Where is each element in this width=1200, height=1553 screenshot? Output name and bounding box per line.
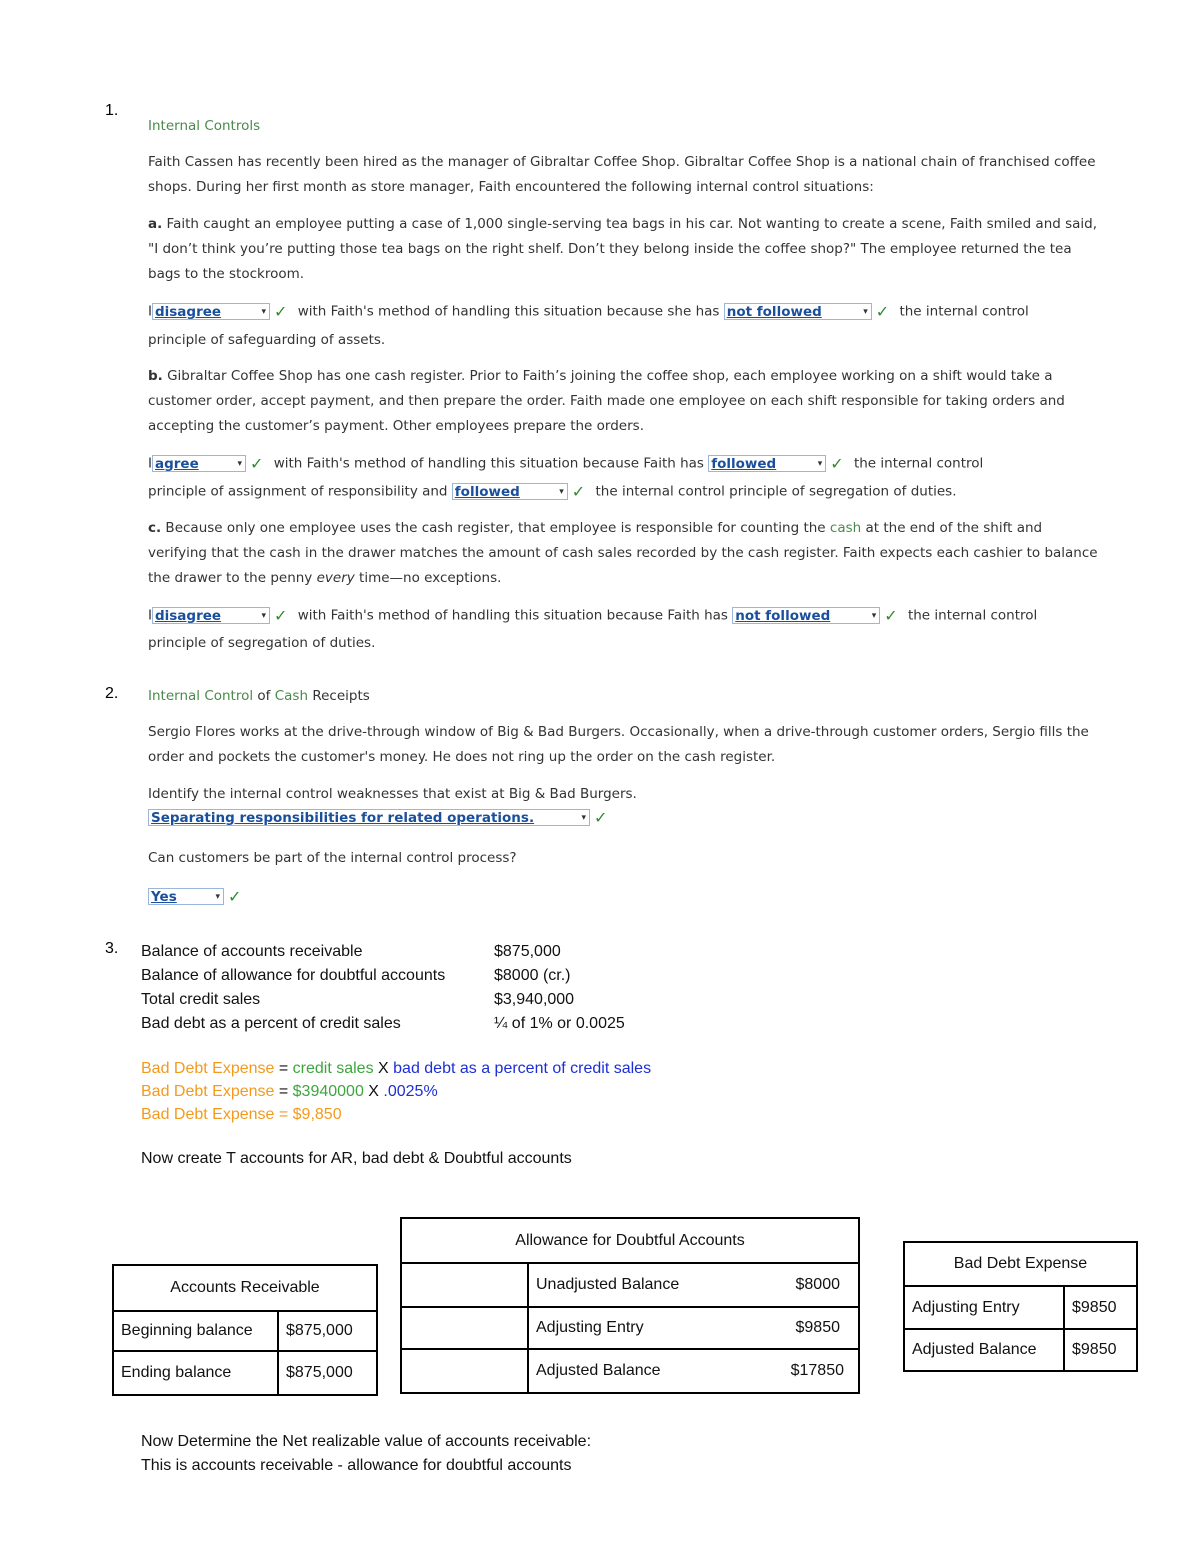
allowance-label: Unadjusted Balance [528, 1263, 752, 1307]
q1-c-answer-line [148, 603, 1098, 629]
q2-title-b: of [253, 688, 275, 704]
formula-term: Bad Debt Expense [141, 1060, 275, 1077]
b-answer-end: the internal control [853, 455, 984, 471]
check-icon: ✓ [875, 302, 890, 321]
q1-part-a [148, 212, 1098, 287]
c-answer-end: the internal control [907, 607, 1038, 623]
allowance-label: Adjusted Balance [528, 1349, 752, 1393]
formula-term: .0025% [383, 1083, 438, 1100]
allowance-value: $9850 [752, 1307, 859, 1349]
check-icon: ✓ [273, 605, 288, 625]
formula-op: = [274, 1060, 293, 1077]
part-c-text-3: time—no exceptions. [354, 569, 502, 586]
a-select-2[interactable] [724, 303, 872, 320]
q1-a-answer-line [148, 299, 1098, 325]
a-select-1-value: disagree [154, 304, 222, 320]
table-row [113, 1311, 377, 1351]
chevron-down-icon: ▾ [215, 891, 220, 902]
nrv-block [141, 1430, 591, 1478]
chevron-down-icon: ▾ [261, 610, 266, 621]
ar-value: $875,000 [278, 1311, 377, 1351]
question-number-3: 3. [105, 940, 119, 957]
fact-row [141, 964, 625, 988]
check-icon: ✓ [571, 482, 586, 501]
bde-label: Adjusted Balance [904, 1329, 1064, 1371]
ar-label: Beginning balance [113, 1311, 278, 1351]
check-icon: ✓ [249, 453, 264, 473]
bde-title: Bad Debt Expense [904, 1242, 1137, 1286]
fact-label: Total credit sales [141, 991, 261, 1008]
allowance-title: Allowance for Doubtful Accounts [401, 1218, 859, 1263]
c-answer-i: I [148, 607, 152, 623]
formula-1 [141, 1057, 651, 1080]
part-b-label: b. [148, 367, 163, 384]
part-a-label: a. [148, 216, 163, 232]
allowance-left-cell [401, 1349, 528, 1393]
ar-value: $875,000 [278, 1351, 377, 1395]
fact-label: Balance of allowance for doubtful accounts [141, 967, 446, 984]
question-1-block [148, 114, 1098, 656]
t-accounts-instruction: Now create T accounts for AR, bad debt & Doubtful accounts [141, 1150, 572, 1167]
a-answer-end: the internal control [899, 303, 1029, 320]
check-icon: ✓ [884, 605, 898, 625]
accounts-receivable-table [112, 1264, 378, 1396]
b-answer-i: I [148, 455, 152, 471]
q2-select-2[interactable] [148, 888, 224, 905]
a-answer-i: I [148, 303, 152, 320]
a-select-1[interactable] [152, 303, 270, 320]
check-icon: ✓ [594, 808, 608, 827]
q2-title-a: Internal Control [148, 688, 254, 704]
bad-debt-expense-table [903, 1241, 1138, 1372]
formula-term: Bad Debt Expense [141, 1083, 275, 1100]
table-row [401, 1349, 859, 1393]
b-answer-mid: with Faith's method of handling this situation because Faith has [273, 455, 704, 471]
nrv-line-2: This is accounts receivable - allowance for doubtful accounts [141, 1457, 572, 1474]
allowance-label: Adjusting Entry [528, 1307, 752, 1349]
part-c-every: every [316, 569, 355, 586]
check-icon: ✓ [228, 886, 242, 906]
b-answer-line2 [148, 479, 1098, 505]
fact-value: $8000 (cr.) [494, 967, 571, 984]
ar-title: Accounts Receivable [113, 1265, 377, 1311]
part-c-text-2: at the end of the shift and verifying that the cash in the drawer matches the amount of cash sales recorded by the cash register. Faith expects each cashier to balance the drawer to the penny [148, 519, 1098, 586]
formula-2 [141, 1080, 651, 1103]
q2-prompt-2: Can customers be part of the internal control process? [148, 849, 517, 866]
b-answer-line2b: the internal control principle of segregation of duties. [595, 483, 957, 500]
formula-op: X [373, 1060, 394, 1077]
q2-title-d: Receipts [308, 688, 370, 704]
a-answer-line2: principle of safeguarding of assets. [148, 331, 386, 348]
fact-label: Bad debt as a percent of credit sales [141, 1015, 401, 1032]
table-row [401, 1307, 859, 1349]
q3-formulas [141, 1057, 651, 1126]
cash-link[interactable]: cash [829, 519, 862, 536]
fact-row [141, 940, 625, 964]
q2-title-c: Cash [274, 688, 309, 704]
formula-op: = [274, 1083, 293, 1100]
table-row [113, 1351, 377, 1395]
formula-3: Bad Debt Expense = $9,850 [141, 1106, 342, 1123]
part-c-label: c. [148, 519, 162, 536]
fact-value: $3,940,000 [494, 991, 575, 1008]
b-select-1-value: agree [154, 455, 199, 472]
chevron-down-icon: ▾ [559, 487, 564, 497]
c-select-2-value: not followed [735, 607, 831, 624]
nrv-line-1: Now Determine the Net realizable value of accounts receivable: [141, 1433, 592, 1450]
allowance-value: $17850 [752, 1349, 859, 1393]
fact-value: ¼ of 1% or 0.0025 [494, 1015, 625, 1032]
q2-select-1[interactable] [148, 809, 590, 826]
b-answer-line2a: principle of assignment of responsibility and [148, 483, 448, 500]
q2-select-1-value: Separating responsibilities for related operations. [151, 810, 535, 826]
check-icon: ✓ [830, 453, 844, 473]
fact-label: Balance of accounts receivable [141, 943, 363, 960]
a-answer-mid: with Faith's method of handling this situation because she has [297, 303, 720, 320]
ar-label: Ending balance [113, 1351, 278, 1395]
c-select-2[interactable] [732, 607, 880, 624]
chevron-down-icon: ▾ [237, 458, 242, 469]
q1-title: Internal Controls [148, 118, 261, 134]
b-select-1[interactable] [152, 455, 246, 472]
table-row [904, 1329, 1137, 1371]
fact-row [141, 988, 625, 1012]
fact-row [141, 1012, 625, 1036]
q1-part-b [148, 364, 1098, 439]
q2-answer-2-line [148, 884, 1098, 910]
q3-facts [141, 940, 625, 1036]
c-select-1[interactable] [152, 607, 270, 624]
allowance-value: $8000 [752, 1263, 859, 1307]
question-number-2: 2. [105, 685, 119, 702]
allowance-left-cell [401, 1307, 528, 1349]
part-c-text-1: Because only one employee uses the cash register, that employee is responsible for counting the [161, 519, 830, 536]
formula-op: X [363, 1083, 384, 1100]
chevron-down-icon: ▾ [817, 458, 823, 469]
b-select-2[interactable] [708, 455, 826, 472]
b-select-3-value: followed [454, 484, 520, 500]
a-select-2-value: not followed [726, 304, 822, 320]
allowance-left-cell [401, 1263, 528, 1307]
chevron-down-icon: ▾ [871, 610, 877, 621]
formula-term: $3940000 [292, 1083, 364, 1100]
q2-answer-1-line [148, 805, 1098, 831]
c-select-1-value: disagree [154, 607, 222, 624]
q2-select-2-value: Yes [151, 888, 177, 905]
check-icon: ✓ [273, 302, 288, 321]
formula-term: credit sales [292, 1060, 374, 1077]
fact-value: $875,000 [494, 943, 561, 960]
q1-b-answer-line [148, 451, 1098, 477]
part-a-text: Faith caught an employee putting a case of 1,000 single-serving tea bags in his car. Not wanting to create a scene, Faith smiled and said, "I don’t think you’re putting those tea bags on the right shelf. Don’t they belong inside the coffee shop?" The employee returned the tea bags to the stockroom. [148, 216, 1098, 282]
formula-term: bad debt as a percent of credit sales [393, 1060, 652, 1077]
bde-value: $9850 [1064, 1286, 1137, 1329]
c-answer-mid: with Faith's method of handling this situation because Faith has [297, 607, 728, 623]
allowance-table [400, 1217, 860, 1394]
chevron-down-icon: ▾ [581, 813, 586, 823]
table-row [904, 1286, 1137, 1329]
q2-prompt-1: Identify the internal control weaknesses that exist at Big & Bad Burgers. [148, 786, 637, 802]
chevron-down-icon: ▾ [261, 307, 266, 317]
q1-part-c [148, 516, 1098, 591]
bde-label: Adjusting Entry [904, 1286, 1064, 1329]
q1-intro: Faith Cassen has recently been hired as the manager of Gibraltar Coffee Shop. Gibraltar Coffee Shop is a national chain of franchised coffee shops. During her first month as store manager, Faith encountered the following internal control situations: [148, 154, 1096, 195]
question-2-block [148, 684, 1098, 909]
table-row [401, 1263, 859, 1307]
part-b-text: Gibraltar Coffee Shop has one cash register. Prior to Faith’s joining the coffee shop, each employee working on a shift would take a customer order, accept payment, and then prepare the order. Faith made one employee on each shift responsible for taking orders and accepting the customer’s payment. Other employees prepare the orders. [148, 367, 1065, 434]
question-number-1: 1. [105, 102, 119, 119]
chevron-down-icon: ▾ [863, 307, 868, 317]
b-select-3[interactable] [452, 483, 568, 500]
bde-value: $9850 [1064, 1329, 1137, 1371]
q2-text: Sergio Flores works at the drive-through window of Big & Bad Burgers. Occasionally, when a drive-through customer orders, Sergio fills the order and pockets the customer's money. He does not ring up the order on the cash register. [148, 724, 1089, 765]
b-select-2-value: followed [711, 455, 777, 472]
c-answer-line2: principle of segregation of duties. [148, 635, 376, 651]
q2-title [148, 684, 1098, 709]
